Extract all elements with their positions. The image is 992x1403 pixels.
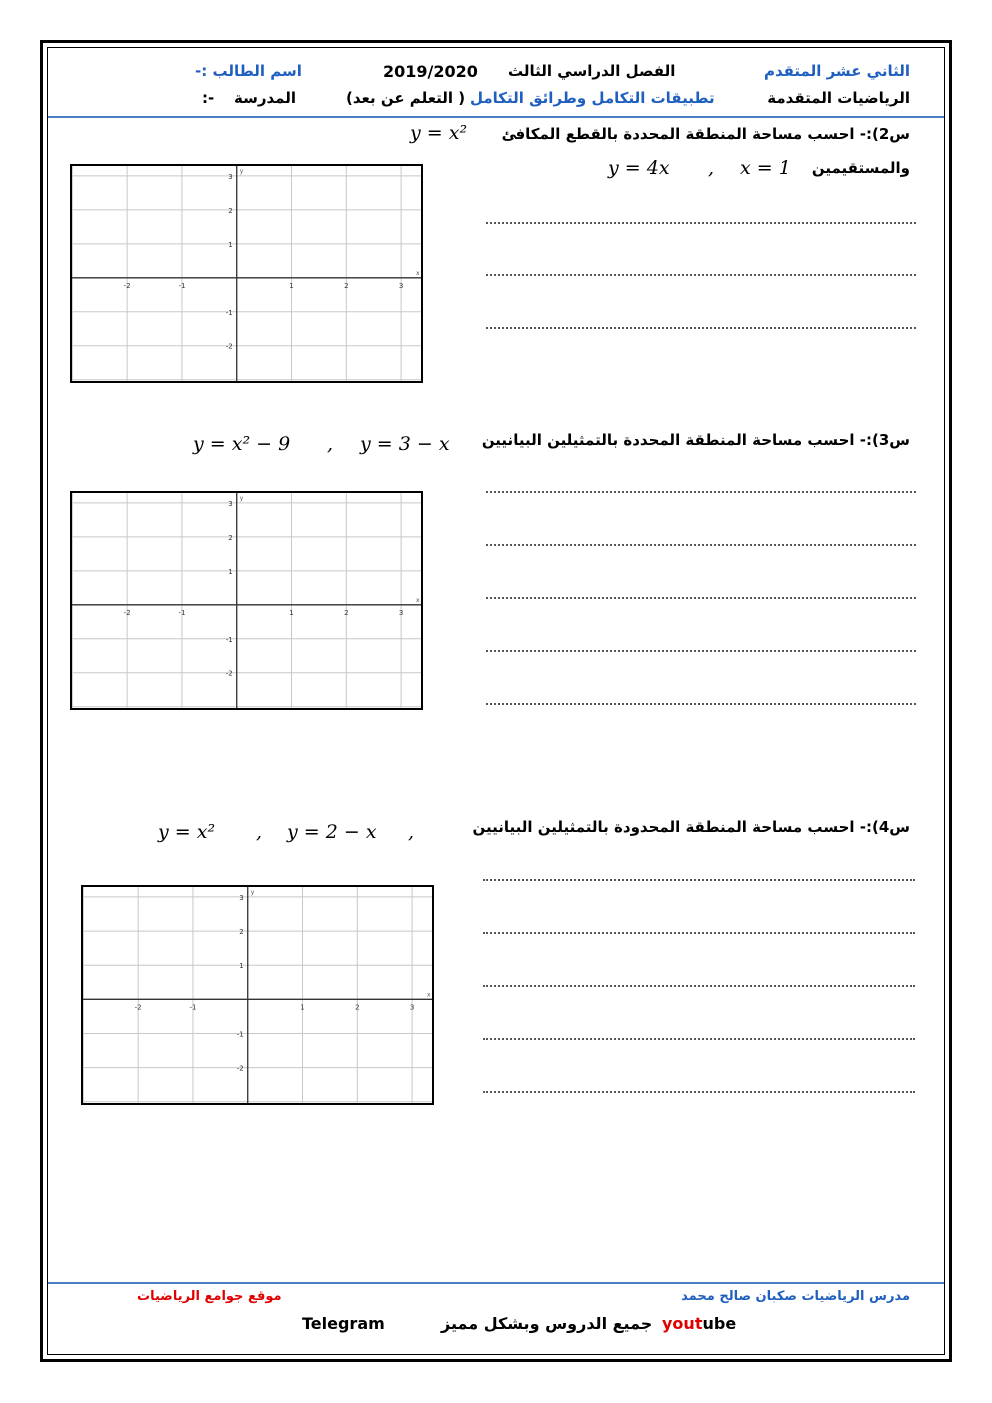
- q3-eq1: y = 3 − x: [360, 433, 450, 455]
- grade-label: الثاني عشر المتقدم: [763, 62, 910, 80]
- grid-svg: [72, 493, 421, 708]
- q3-eq2: y = x² − 9: [193, 433, 291, 455]
- y-axis-label: y: [239, 495, 244, 502]
- x-tick-label: -1: [178, 281, 186, 290]
- term-label: الفصل الدراسي الثالث: [508, 62, 676, 80]
- x-tick-label: -2: [134, 1003, 142, 1012]
- y-tick-label: 2: [228, 206, 233, 215]
- x-tick-label: 2: [344, 608, 349, 617]
- q3-number: س3):-: [859, 431, 910, 449]
- year-label: 2019/2020: [383, 62, 478, 81]
- school-suffix: :-: [202, 89, 215, 107]
- y-axis-label: y: [239, 168, 244, 175]
- y-tick-label: 1: [239, 962, 244, 971]
- answer-line[interactable]: [483, 985, 915, 987]
- x-tick-label: -2: [123, 281, 131, 290]
- answer-line[interactable]: [483, 932, 915, 934]
- q2-text: [502, 125, 910, 143]
- telegram-label: Telegram: [302, 1314, 385, 1333]
- coordinate-grid-q3[interactable]: [70, 491, 423, 710]
- y-tick-label: -1: [225, 308, 233, 317]
- x-tick-label: 3: [398, 608, 404, 617]
- answer-line[interactable]: [486, 491, 916, 493]
- x-tick-label: -2: [123, 608, 131, 617]
- answer-line[interactable]: [486, 274, 916, 276]
- lessons-note: جميع الدروس وبشكل مميز: [441, 1314, 653, 1333]
- y-tick-label: 3: [228, 172, 233, 181]
- q2-eq-x1: x = 1: [740, 157, 791, 179]
- answer-line[interactable]: [486, 597, 916, 599]
- header-rule: [48, 116, 944, 118]
- y-tick-label: -2: [236, 1064, 244, 1073]
- x-tick-label: 1: [289, 281, 294, 290]
- x-tick-label: 2: [344, 281, 349, 290]
- answer-line[interactable]: [486, 650, 916, 652]
- q4-eq1: y = 2 − x: [287, 821, 377, 843]
- youtube-label: [662, 1314, 736, 1333]
- q2-eq-4x: y = 4x: [608, 157, 670, 179]
- x-tick-label: 2: [355, 1003, 360, 1012]
- q4-sep2: ,: [256, 821, 263, 843]
- x-axis-label: x: [416, 269, 420, 277]
- answer-line[interactable]: [483, 1038, 915, 1040]
- x-tick-label: 1: [289, 608, 294, 617]
- youtube-black-part: ube: [702, 1314, 737, 1333]
- coordinate-grid-q2[interactable]: [70, 164, 423, 383]
- q3-sep: ,: [327, 433, 334, 455]
- x-tick-label: -1: [178, 608, 186, 617]
- y-tick-label: -1: [236, 1030, 244, 1039]
- school-label: المدرسة: [234, 89, 296, 107]
- answer-line[interactable]: [486, 544, 916, 546]
- subject-label: الرياضيات المتقدمة: [767, 89, 910, 107]
- y-tick-label: -1: [225, 635, 233, 644]
- y-tick-label: 3: [228, 499, 233, 508]
- q2-sep: ,: [708, 157, 715, 179]
- y-tick-label: 1: [228, 567, 233, 576]
- y-tick-label: -2: [225, 342, 233, 351]
- q3-text: [482, 431, 910, 449]
- grid-svg: [83, 887, 432, 1103]
- answer-line[interactable]: [483, 1091, 915, 1093]
- y-tick-label: 2: [239, 928, 244, 937]
- mode-label: ( التعلم عن بعد): [346, 89, 466, 107]
- footer-rule: [48, 1282, 944, 1284]
- y-tick-label: 3: [239, 893, 244, 902]
- q2-number: س2):-: [859, 125, 910, 143]
- site-name: موقع جوامع الرياضيات: [137, 1289, 282, 1304]
- y-tick-label: 2: [228, 533, 233, 542]
- q4-text: [473, 818, 911, 836]
- answer-line[interactable]: [486, 327, 916, 329]
- q3-prompt: احسب مساحة المنطقة المحددة بالتمثيلين البيانيين: [481, 431, 855, 449]
- q2-line2-text: والمستقيمين: [811, 159, 910, 177]
- answer-line[interactable]: [486, 222, 916, 224]
- q2-equation: y = x²: [410, 122, 468, 144]
- q4-eq2: y = x²: [158, 821, 216, 843]
- student-name-label: اسم الطالب :-: [195, 62, 302, 80]
- lesson-title: تطبيقات التكامل وطرائق التكامل: [470, 89, 715, 107]
- q4-number: س4):-: [859, 818, 910, 836]
- x-tick-label: 3: [398, 281, 404, 290]
- answer-line[interactable]: [483, 879, 915, 881]
- y-tick-label: 1: [228, 240, 233, 249]
- x-tick-label: 3: [409, 1003, 415, 1012]
- x-axis-label: x: [427, 991, 431, 999]
- x-tick-label: -1: [189, 1003, 197, 1012]
- x-axis-label: x: [416, 596, 420, 604]
- answer-line[interactable]: [486, 703, 916, 705]
- q4-prompt: احسب مساحة المنطقة المحدودة بالتمثيلين البيانيين: [472, 818, 855, 836]
- q4-sep1: ,: [408, 821, 415, 843]
- q2-prompt: احسب مساحة المنطقة المحددة بالقطع المكافئ: [501, 125, 855, 143]
- teacher-name: مدرس الرياضيات صكبان صالح محمد: [681, 1289, 910, 1304]
- x-tick-label: 1: [300, 1003, 305, 1012]
- grid-svg: [72, 166, 421, 381]
- y-axis-label: y: [250, 889, 255, 896]
- coordinate-grid-q4[interactable]: [81, 885, 434, 1105]
- y-tick-label: -2: [225, 669, 233, 678]
- youtube-red-part: yout: [662, 1314, 703, 1333]
